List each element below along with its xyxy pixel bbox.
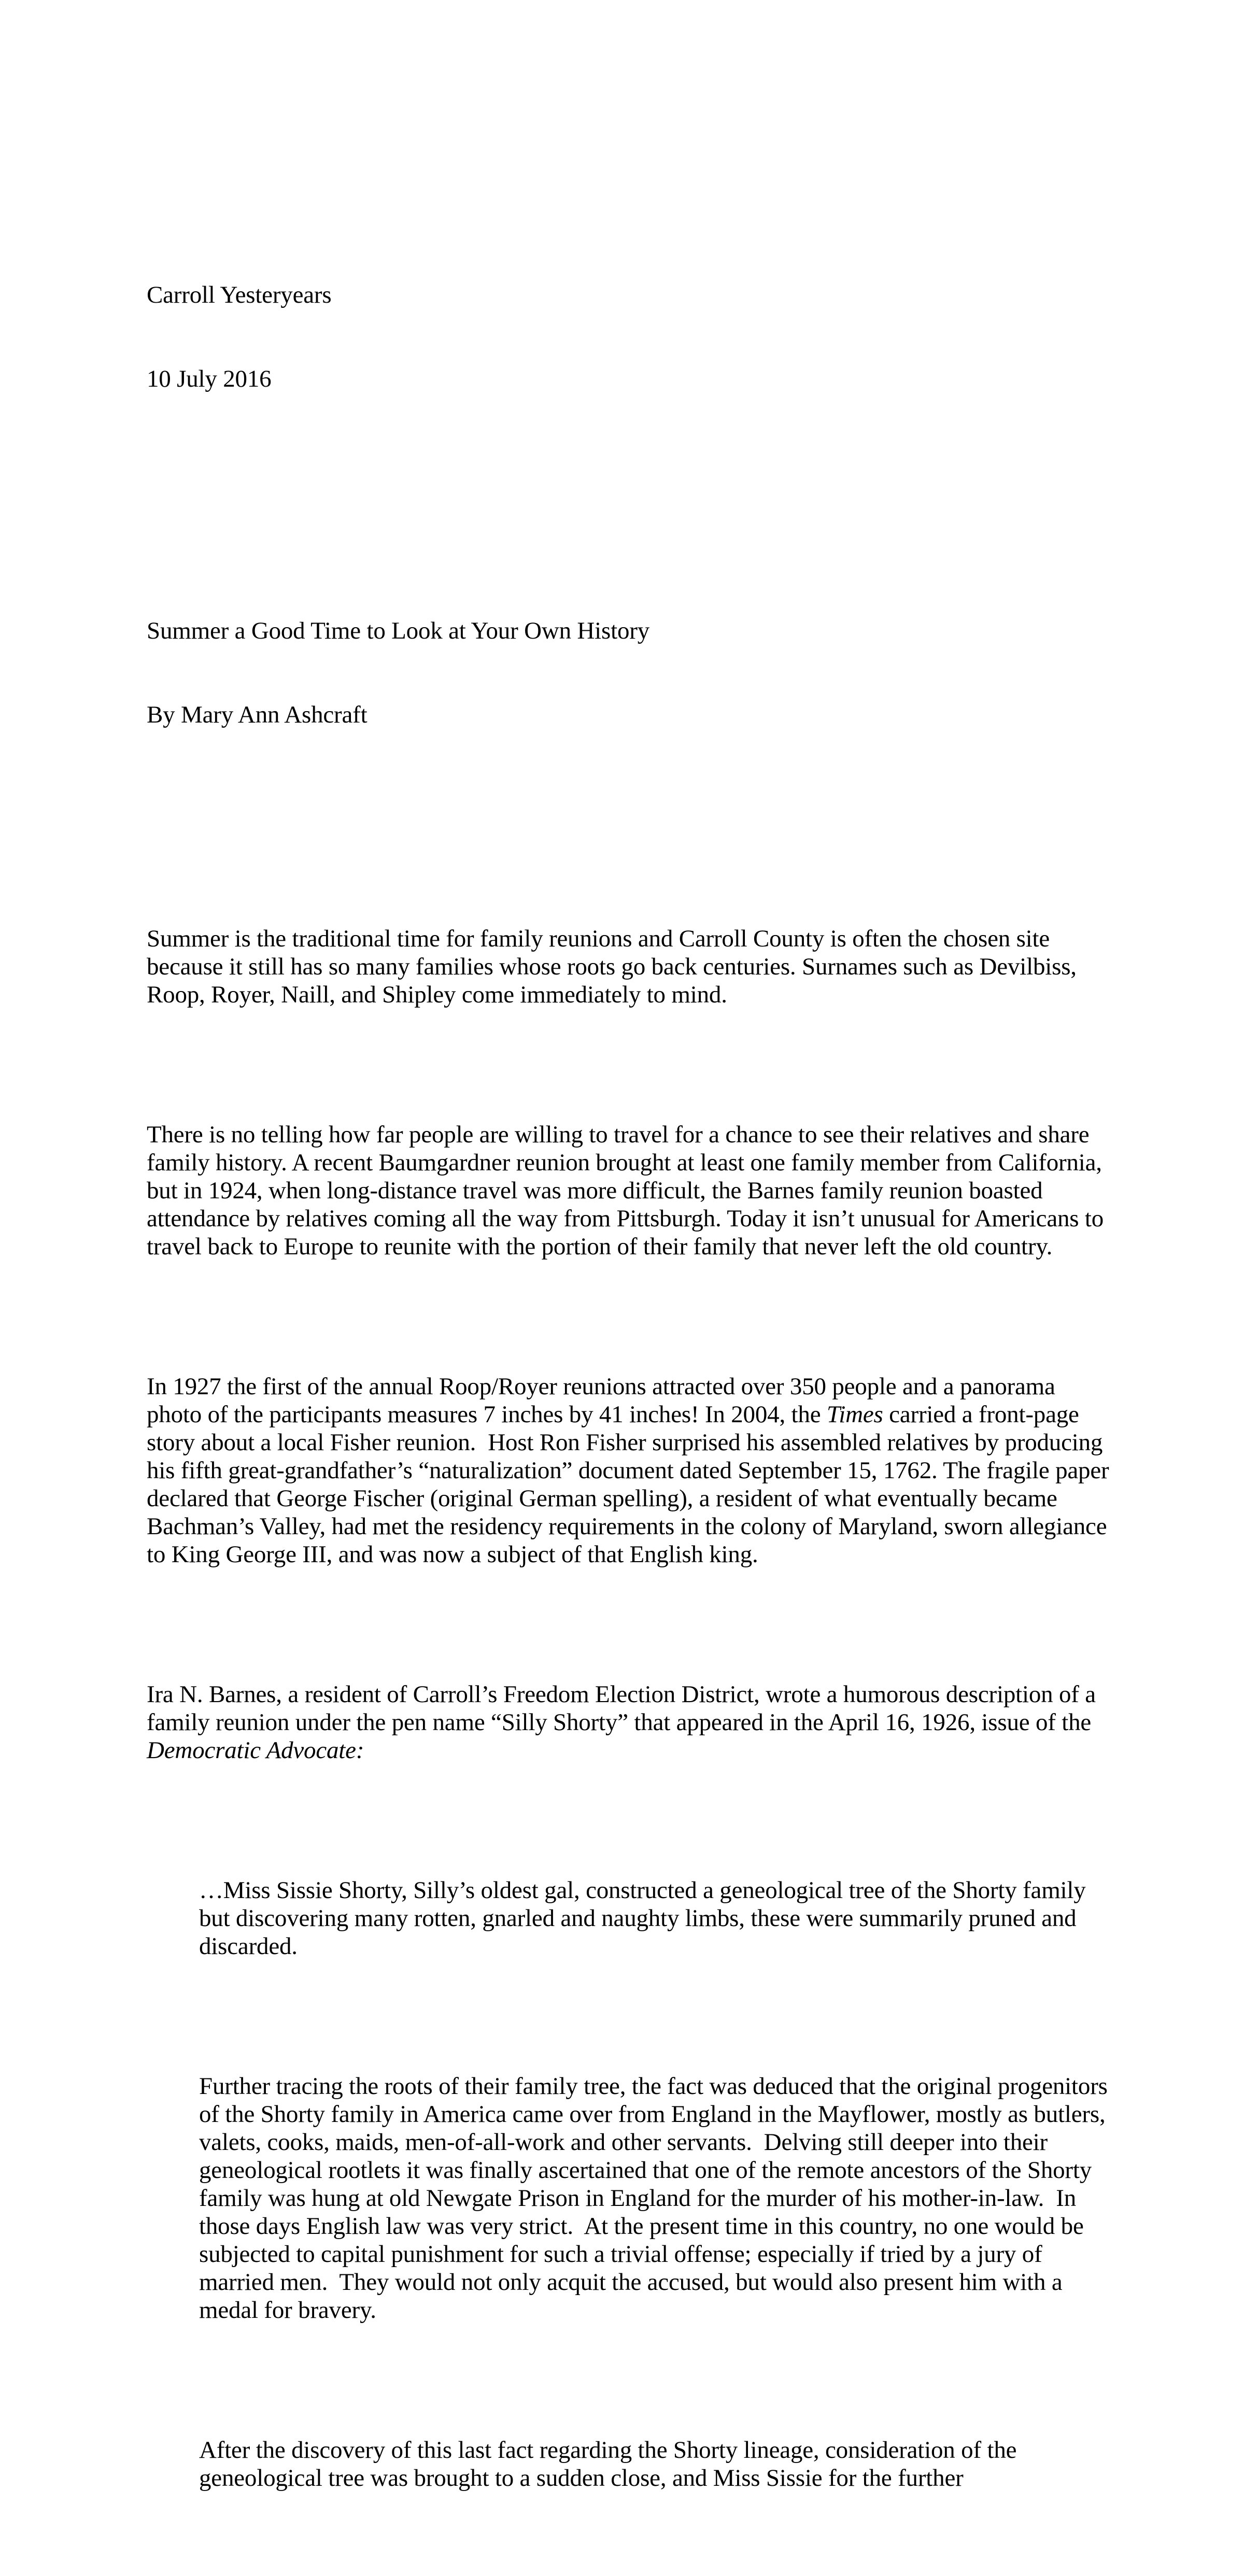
- title-block: [147, 561, 1110, 785]
- paragraph-roop-royer-run-1: In 1927 the first of the annual Roop/Royer reunions attracted over 350 people and a panorama photo of the participants measures 7 inches by 41 inches! In 2004, the: [147, 1373, 1062, 1428]
- publication-title: Carroll Yesteryears: [147, 281, 332, 308]
- byline: By Mary Ann Ashcraft: [147, 701, 367, 728]
- paragraph-roop-royer-run-2: carried a front-page story about a local Fisher reunion. Host Ron Fisher surprised his assembled relatives by producing his fifth great-grandfather’s “naturalization” document dated September 15, 1762. The fragile paper declared that George Fischer (original German spelling), a resident of what eventually became Bachman’s Valley, had met the residency requirements in the colony of Maryland, sworn allegiance to King George III, and was now a subject of that English king.: [147, 1401, 1115, 1568]
- paragraph-travel-distance: There is no telling how far people are willing to travel for a chance to see their relatives and share family history. A recent Baumgardner reunion brought at least one family member from California, but in 1924, when long-distance travel was more difficult, the Barnes family reunion boasted attendance by relatives coming all the way from Pittsburgh. Today it isn’t unusual for Americans to travel back to Europe to reunite with the portion of their family that never left the old country.: [147, 1121, 1110, 1260]
- paragraph-roop-royer: [147, 1372, 1115, 1568]
- article-title: Summer a Good Time to Look at Your Own History: [147, 617, 650, 644]
- front-matter: [147, 225, 1110, 449]
- document-date: 10 July 2016: [147, 365, 272, 392]
- paragraph-ira-barnes-run-1: Ira N. Barnes, a resident of Carroll’s Freedom Election District, wrote a humorous description of a family reunion under the pen name “Silly Shorty” that appeared in the April 16, 1926, issue of the: [147, 1681, 1102, 1736]
- blockquote-further-tracing: Further tracing the roots of their family tree, the fact was deduced that the original progenitors of the Shorty family in America came over from England in the Mayflower, mostly as butlers, valets, cooks, maids, men-of-all-work and other servants. Delving still deeper into their geneological rootlets it was finally ascertained that one of the remote ancestors of the Shorty family was hung at old Newgate Prison in England for the murder of his mother-in-law. In those days English law was very strict. At the present time in this country, no one would be subjected to capital punishment for such a trivial offense; especially if tried by a jury of married men. They would not only acquit the accused, but would also present him with a medal for bravery.: [199, 2073, 1114, 2324]
- paragraph-roop-royer-run-italic: Times: [826, 1401, 883, 1428]
- paragraph-summer-reunions: Summer is the traditional time for family reunions and Carroll County is often the chosen site because it still has so many families whose roots go back centuries. Surnames such as Devilbiss, Roop, Royer, Naill, and Shipley come immediately to mind.: [147, 925, 1083, 1008]
- paragraph-ira-barnes-run-italic: Democratic Advocate:: [147, 1737, 364, 1764]
- document-content: [147, 141, 1115, 2576]
- blockquote-miss-sissie: …Miss Sissie Shorty, Silly’s oldest gal, constructed a geneological tree of the Shorty family but discovering many rotten, gnarled and naughty limbs, these were summarily pruned and discarded.: [199, 1877, 1092, 1960]
- paragraph-ira-barnes: [147, 1680, 1110, 1764]
- blockquote-after-discovery: After the discovery of this last fact regarding the Shorty lineage, consideration of the geneological tree was brought to a sudden close, and Miss Sissie for the further: [199, 2437, 1023, 2492]
